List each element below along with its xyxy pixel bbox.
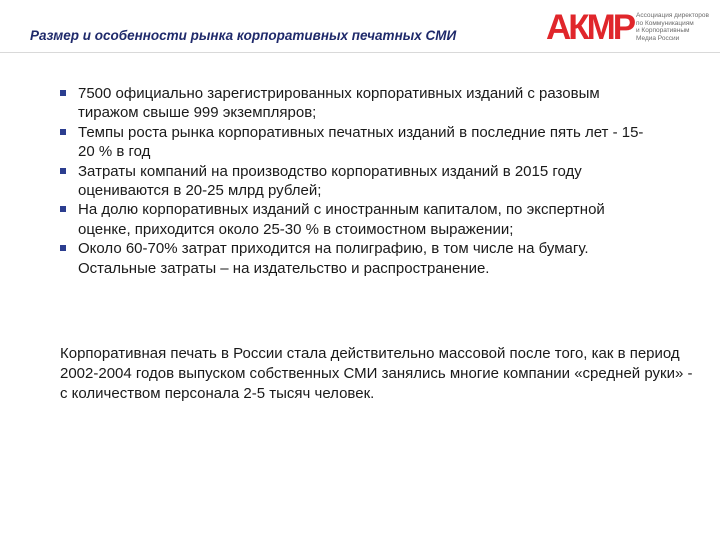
square-bullet-icon [60, 90, 66, 96]
logo-caption [636, 12, 716, 42]
summary-paragraph: Корпоративная печать в России стала действительно массовой после того, как в период 2002-2004 годов выпуском собственных СМИ занялись многие компании «средней руки» - с количеством персонала 2-5 тысяч человек. [60, 345, 693, 402]
bullet-text: 7500 официально зарегистрированных корпоративных изданий с разовым тиражом свыше 999 экземпляров; [78, 85, 600, 122]
akmr-logo [546, 10, 716, 46]
bullet-item [60, 200, 660, 239]
bullet-item [60, 239, 660, 278]
logo-mark: АКМР [546, 8, 634, 47]
bullet-text: Затраты компаний на производство корпоративных изданий в 2015 году оцениваются в 20-25 млрд рублей; [78, 162, 582, 200]
bullet-item [60, 84, 660, 123]
bullet-item [60, 162, 660, 201]
bullet-item [60, 123, 660, 162]
square-bullet-icon [60, 245, 66, 251]
bullet-text: На долю корпоративных изданий с иностранным капиталом, по экспертной оценке, приходится около 25-30 % в стоимостном выражении; [78, 201, 605, 238]
square-bullet-icon [60, 168, 66, 174]
logo-caption-line: по Коммуникациям [636, 19, 694, 27]
bullet-list [60, 84, 660, 278]
bullet-text: Около 60-70% затрат приходится на полиграфию, в том числе на бумагу. Остальные затраты – на издательство и распространение. [78, 240, 589, 277]
square-bullet-icon [60, 129, 66, 135]
square-bullet-icon [60, 206, 66, 212]
logo-caption-line: Ассоциация директоров [636, 12, 709, 19]
logo-caption-line: и Корпоративным [636, 27, 690, 35]
bullet-text: Темпы роста рынка корпоративных печатных изданий в последние пять лет - 15-20 % в год [78, 123, 644, 161]
slide-title: Размер и особенности рынка корпоративных печатных СМИ [30, 28, 457, 43]
logo-caption-line: Медиа России [636, 34, 680, 42]
header-divider [0, 52, 720, 53]
